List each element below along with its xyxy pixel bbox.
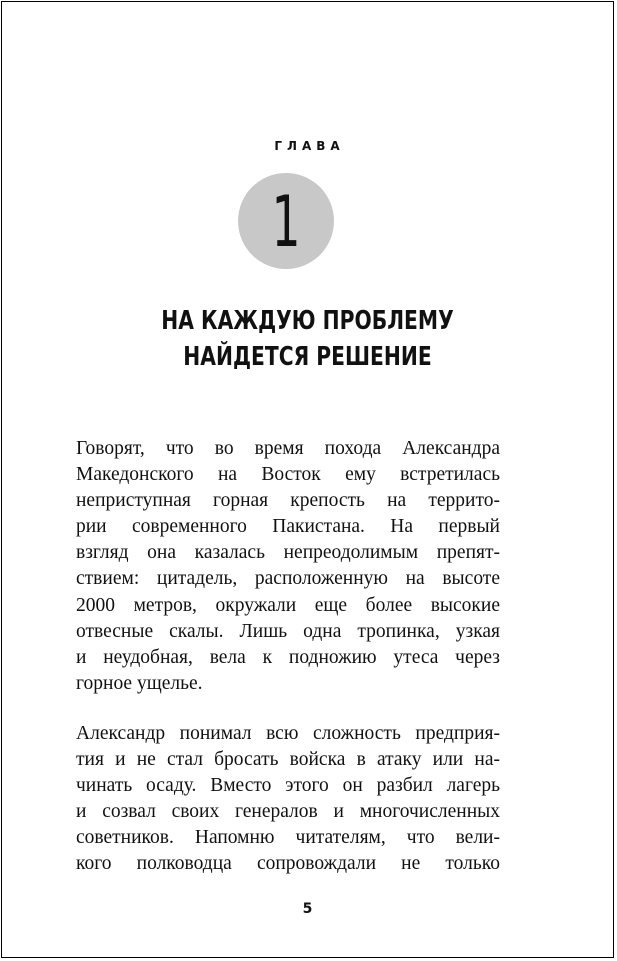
chapter-number-circle	[238, 173, 334, 269]
text-line: 2000 метров, окружали еще более высокие	[76, 594, 500, 616]
text-line: взгляд она казалась непреодолимым препят-	[76, 542, 500, 564]
text-line: Македонского на Восток ему встретилась	[76, 464, 500, 486]
chapter-title-line: НА КАЖДУЮ ПРОБЛЕМУ	[161, 306, 454, 336]
chapter-title-line: НАЙДЕТСЯ РЕШЕНИЕ	[183, 342, 432, 372]
text-line: кого полководца сопровождали не только	[76, 853, 500, 875]
page-number: 5	[302, 901, 313, 917]
text-line: и созвал своих генералов и многочисленных	[76, 801, 500, 823]
text-line: Говорят, что во время похода Александра	[76, 438, 500, 459]
chapter-title	[2, 303, 613, 375]
text-line: тия и не стал бросать войска в атаку или на-	[76, 749, 500, 771]
text-line: ствием: цитадель, расположенную на высоте	[76, 568, 500, 590]
chapter-label: ГЛАВА	[274, 139, 345, 153]
text-line: рии современного Пакистана. На первый	[76, 516, 500, 538]
text-line: Александр понимал всю сложность предприя-	[76, 722, 500, 744]
chapter-number: 1	[271, 181, 301, 263]
text-line: чинать осаду. Вместо этого он разбил лагерь	[76, 775, 500, 797]
book-page	[1, 1, 614, 958]
text-line: отвесные скалы. Лишь одна тропинка, узкая	[76, 620, 500, 642]
paragraph	[76, 721, 500, 878]
text-line: советников. Напомню читателям, что вели-	[76, 827, 500, 849]
body-text	[76, 436, 500, 878]
text-line: горное ущелье.	[76, 672, 203, 694]
text-line: и неудобная, вела к подножию утеса через	[76, 646, 500, 668]
paragraph	[76, 436, 500, 697]
text-line: неприступная горная крепость на террито-	[76, 490, 500, 512]
